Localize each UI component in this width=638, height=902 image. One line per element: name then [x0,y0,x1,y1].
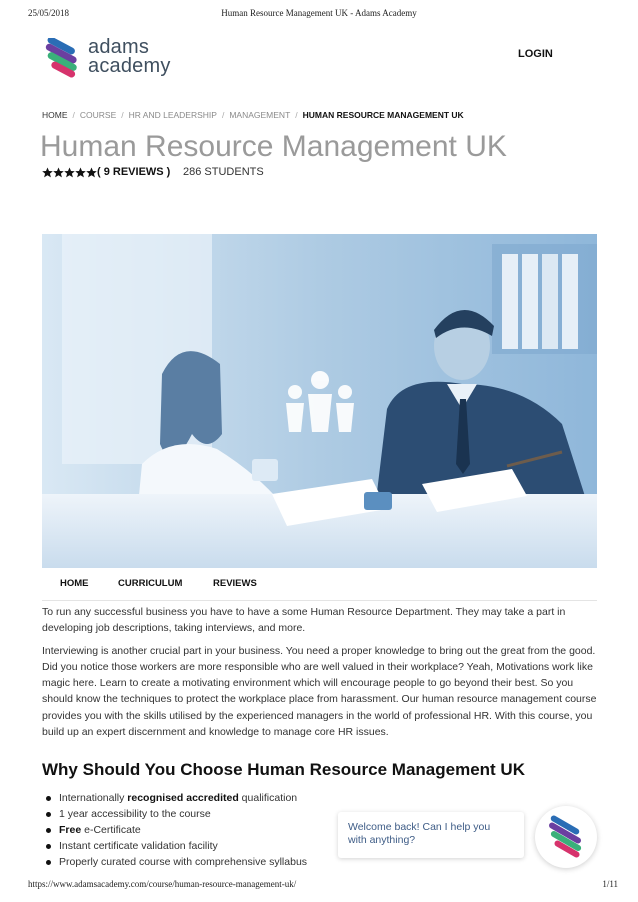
breadcrumb-current: HUMAN RESOURCE MANAGEMENT UK [302,110,464,120]
breadcrumb-management[interactable]: MANAGEMENT [229,110,291,120]
course-description [42,604,597,746]
breadcrumb-course[interactable]: COURSE [79,110,117,120]
chat-logo-icon [535,806,597,868]
feature-emphasis: Free [59,824,82,836]
tab-curriculum[interactable]: CURRICULUM [118,578,183,589]
list-item [42,838,307,854]
feature-text: Internationally [59,792,128,804]
feature-text: 1 year accessibility to the course [59,808,211,820]
print-date: 25/05/2018 [28,8,70,18]
print-title: Human Resource Management UK - Adams Academy [221,8,417,18]
logo-mark-icon [42,38,84,80]
body-paragraph: Interviewing is another crucial part in your business. You need a proper knowledge to bring out the great from the good. Did you notice those workers are more responsible who are well valued in their workplace? Yeah, Motivations work like magic here. Learn to create a motivating environment which will encourage people to go beyond their best. So you should know the techniques to protect the workplace place from harassment. Our human resource management course provides you with the skills utilised by the experienced managers in the world of professional HR. With this course, you build up an expert discernment and knowledge to manage core HR issues. [42,644,597,739]
list-item [42,854,307,870]
chat-message-line2: with anything? [348,834,416,846]
breadcrumb-home[interactable]: HOME [42,110,68,120]
feature-text: Instant certificate validation facility [59,840,218,852]
breadcrumb [42,110,464,120]
list-item [42,822,307,838]
print-header [0,8,638,22]
print-page-number: 1/11 [602,879,618,889]
logo-wordmark [88,38,171,76]
intro-paragraph: To run any successful business you have to have a some Human Resource Department. They may take a part in developing job descriptions, taking interviews, and more. [42,606,566,635]
logo-line1: adams [88,36,150,58]
star-rating-icon [42,167,98,179]
breadcrumb-separator: / [72,110,75,120]
logo-line2: academy [88,55,171,77]
tab-reviews[interactable]: REVIEWS [213,578,257,589]
course-tabs [42,568,597,601]
feature-text: qualification [238,792,298,804]
features-list [42,790,307,870]
chat-launcher-button[interactable] [535,806,597,868]
course-hero-image [42,234,597,568]
login-link[interactable]: LOGIN [518,48,553,60]
breadcrumb-separator: / [295,110,298,120]
feature-text: Properly curated course with comprehensive syllabus [59,856,308,868]
feature-emphasis: recognised accredited [127,792,239,804]
chat-message-line1: Welcome back! Can I help you [348,821,491,833]
print-url: https://www.adamsacademy.com/course/human-resource-management-uk/ [28,879,297,889]
page-title: Human Resource Management UK [40,130,507,163]
feature-text: e-Certificate [81,824,141,836]
chat-welcome-bubble[interactable] [338,812,524,858]
print-footer [0,879,638,893]
section-heading: Why Should You Choose Human Resource Management UK [42,760,525,779]
breadcrumb-hr-leadership[interactable]: HR AND LEADERSHIP [128,110,217,120]
reviews-link[interactable]: ( 9 REVIEWS ) [97,166,171,178]
students-count: 286 STUDENTS [183,166,264,178]
adams-academy-logo[interactable] [42,38,182,80]
breadcrumb-separator: / [221,110,225,120]
tab-home[interactable]: HOME [60,578,89,589]
list-item [42,806,307,822]
breadcrumb-separator: / [121,110,124,120]
list-item [42,790,307,806]
